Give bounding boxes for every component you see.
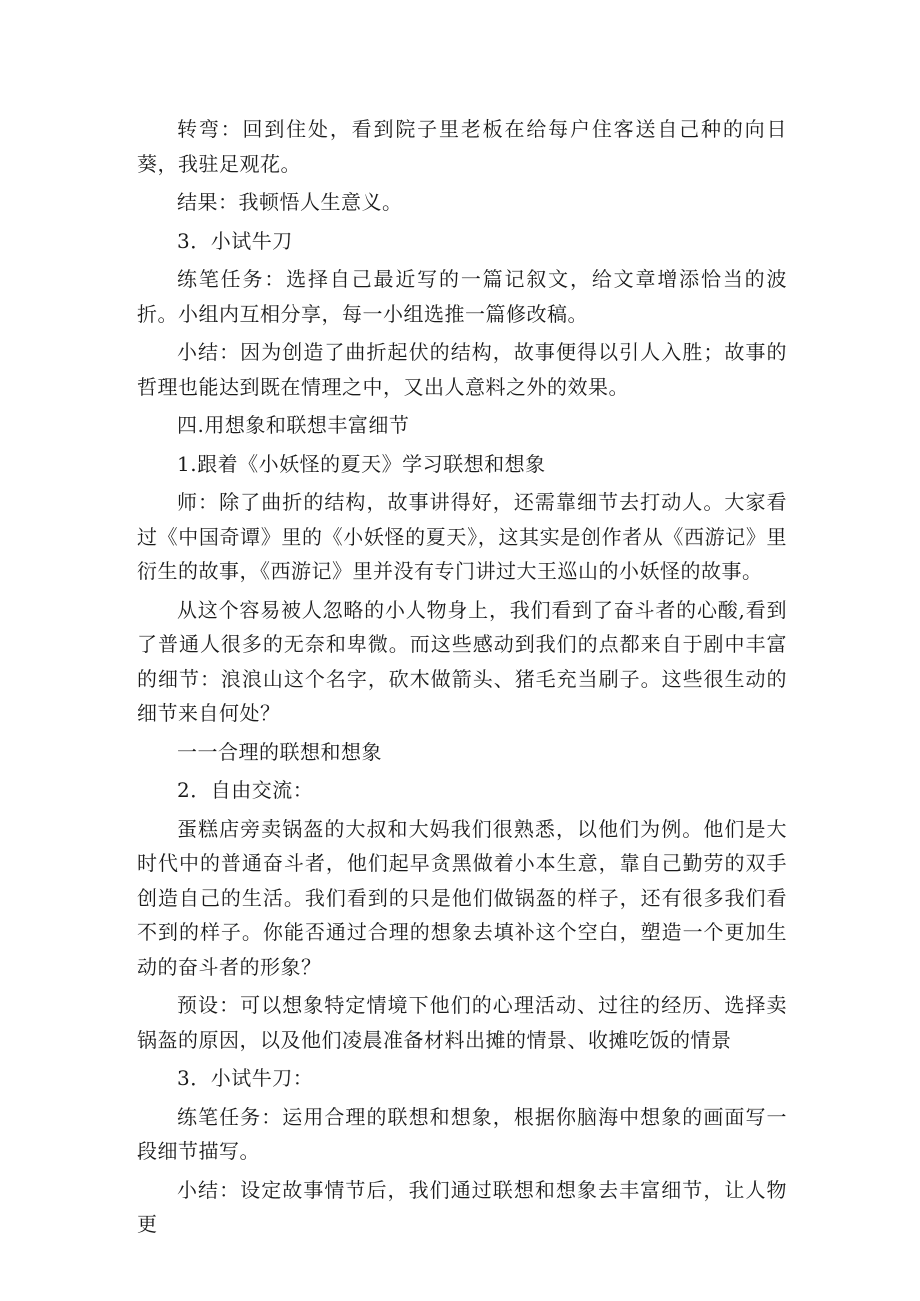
paragraph-teacher: 师：除了曲折的结构，故事讲得好，还需靠细节去打动人。大家看过《中国奇谭》里的《小妖怪的夏天》，这其实是创作者从《西游记》里衍生的故事，《西游记》里并没有专门讲过大王巡山的小妖怪的故事。: [137, 490, 787, 583]
paragraph-reasonable-imagination: 一一合理的联想和想象: [177, 739, 382, 764]
paragraph-summary: 小结：因为创造了曲折起伏的结构，故事便得以引人入胜；故事的哲理也能达到既在情理之中，又出人意料之外的效果。: [137, 340, 787, 399]
paragraph-writing-task: 练笔任务：选择自己最近写的一篇记叙文，给文章增添恰当的波折。小组内互相分享，每一小组选推一篇修改稿。: [137, 267, 787, 326]
paragraph-writing-task-2: 练笔任务：运用合理的联想和想象，根据你脑海中想象的画面写一段细节描写。: [137, 1104, 787, 1163]
paragraph-turn: 转弯：回到住处，看到院子里老板在给每户住客送自己种的向日葵，我驻足观花。: [137, 117, 787, 176]
paragraph-small-character: 从这个容易被人忽略的小人物身上，我们看到了奋斗者的心酸,看到了普通人很多的无奈和卑微。而这些感动到我们的点都来自于剧中丰富的细节：浪浪山这个名字，砍木做箭头、猪毛充当刷子。这些很生动的细节来自何处？: [137, 597, 787, 725]
subheading-2: 2．自由交流：: [177, 778, 314, 802]
section-heading-4: 四.用想象和联想丰富细节: [177, 413, 410, 437]
document-body: [137, 112, 787, 1242]
paragraph-summary-2: 小结：设定故事情节后，我们通过联想和想象去丰富细节，让人物更: [137, 1177, 787, 1236]
heading-practice-3: 3．小试牛刀: [177, 228, 293, 253]
paragraph-preset: 预设：可以想象特定情境下他们的心理活动、过往的经历、选择卖锅盔的原因，以及他们凌晨准备材料出摊的情景、收摊吃饭的情景: [137, 993, 787, 1052]
paragraph-cake-shop: 蛋糕店旁卖锅盔的大叔和大妈我们很熟悉，以他们为例。他们是大时代中的普通奋斗者，他们起早贪黑做着小本生意，靠自己勤劳的双手创造自己的生活。我们看到的只是他们做锅盔的样子，还有很多我们看不到的样子。你能否通过合理的想象去填补这个空白，塑造一个更加生动的奋斗者的形象？: [137, 816, 787, 979]
subheading-1: 1.跟着《小妖怪的夏天》学习联想和想象: [177, 451, 546, 476]
subheading-3: 3．小试牛刀：: [177, 1066, 314, 1090]
paragraph-result: 结果：我顿悟人生意义。: [177, 190, 403, 214]
